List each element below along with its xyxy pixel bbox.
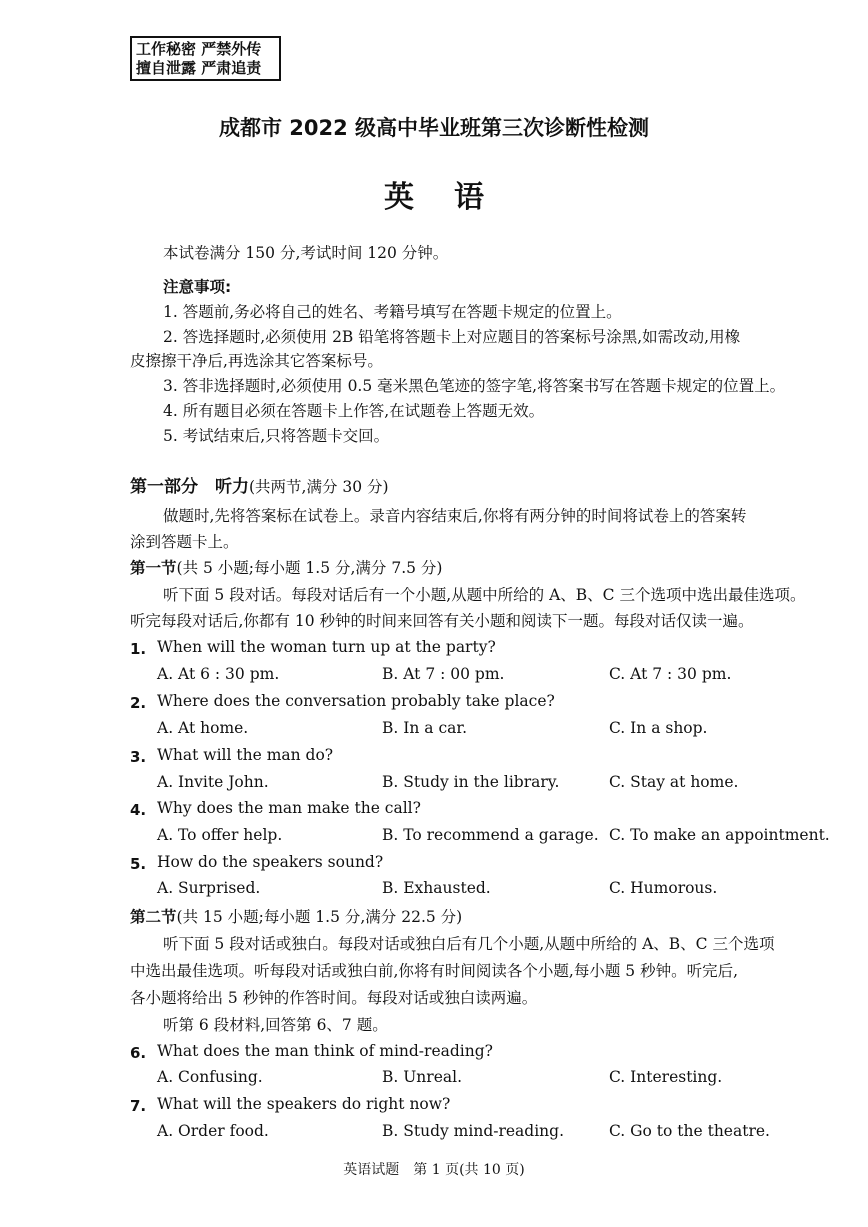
- confidential-stamp: [130, 36, 281, 81]
- option-c: C. Interesting.: [609, 1068, 723, 1086]
- option-c: C. Humorous.: [609, 879, 718, 897]
- section2-heading: [130, 906, 462, 928]
- part1-instructions-cont: 涂到答题卡上。: [130, 533, 239, 551]
- question-number: 4.: [130, 801, 147, 819]
- note-item-5: 5. 考试结束后,只将答题卡交回。: [163, 427, 390, 445]
- option-b: B. In a car.: [382, 719, 468, 737]
- section1-instructions-cont: 听完每段对话后,你都有 10 秒钟的时间来回答有关小题和阅读下一题。每段对话仅读一遍。: [130, 612, 754, 630]
- question-text: What does the man think of mind-reading?: [157, 1042, 493, 1060]
- section1-title-extra: (共 5 小题;每小题 1.5 分,满分 7.5 分): [176, 559, 443, 577]
- question-text: What will the speakers do right now?: [157, 1095, 451, 1113]
- option-b: B. Study mind-reading.: [382, 1122, 565, 1140]
- notes-heading: 注意事项:: [163, 278, 232, 296]
- exam-intro: 本试卷满分 150 分,考试时间 120 分钟。: [163, 244, 449, 262]
- option-c: C. In a shop.: [609, 719, 708, 737]
- option-a: A. Order food.: [157, 1122, 269, 1140]
- option-c: C. To make an appointment.: [609, 826, 830, 844]
- question-number: 5.: [130, 855, 147, 873]
- option-b: B. To recommend a garage.: [382, 826, 599, 844]
- note-item-2: 2. 答选择题时,必须使用 2B 铅笔将答题卡上对应题目的答案标号涂黑,如需改动,用橡: [163, 328, 741, 346]
- part1-title-extra: (共两节,满分 30 分): [249, 478, 389, 496]
- option-a: A. At 6 : 30 pm.: [157, 665, 280, 683]
- question-number: 7.: [130, 1097, 147, 1115]
- part1-instructions: 做题时,先将答案标在试卷上。录音内容结束后,你将有两分钟的时间将试卷上的答案转: [163, 507, 747, 525]
- question-number: 6.: [130, 1044, 147, 1062]
- option-a: A. Confusing.: [157, 1068, 263, 1086]
- option-c: C. Go to the theatre.: [609, 1122, 770, 1140]
- section1-heading: [130, 557, 442, 579]
- subject-title: 英语: [384, 180, 524, 215]
- section2-instructions-cont-2: 各小题将给出 5 秒钟的作答时间。每段对话或独白读两遍。: [130, 989, 538, 1007]
- section2-instructions: 听下面 5 段对话或独白。每段对话或独白后有几个小题,从题中所给的 A、B、C 三个选项: [163, 935, 775, 953]
- section1-title: 第一节: [130, 559, 177, 577]
- question-number: 1.: [130, 640, 147, 658]
- note-item-2-cont: 皮擦擦干净后,再选涂其它答案标号。: [130, 352, 383, 370]
- question-text: When will the woman turn up at the party?: [157, 638, 496, 656]
- option-b: B. Study in the library.: [382, 773, 560, 791]
- option-a: A. Surprised.: [157, 879, 261, 897]
- section2-instructions-cont: 中选出最佳选项。听每段对话或独白前,你将有时间阅读各个小题,每小题 5 秒钟。听完后,: [130, 962, 738, 980]
- note-item-3: 3. 答非选择题时,必须使用 0.5 毫米黑色笔迹的签字笔,将答案书写在答题卡规定的位置上。: [163, 377, 786, 395]
- option-a: A. Invite John.: [157, 773, 269, 791]
- option-a: A. At home.: [157, 719, 249, 737]
- question-text: How do the speakers sound?: [157, 853, 384, 871]
- section2-title-extra: (共 15 小题;每小题 1.5 分,满分 22.5 分): [176, 908, 463, 926]
- note-item-1: 1. 答题前,务必将自己的姓名、考籍号填写在答题卡规定的位置上。: [163, 303, 622, 321]
- section2-material: 听第 6 段材料,回答第 6、7 题。: [163, 1016, 388, 1034]
- section2-title: 第二节: [130, 908, 177, 926]
- question-text: Why does the man make the call?: [157, 799, 421, 817]
- option-c: C. Stay at home.: [609, 773, 739, 791]
- page-footer: 英语试题 第 1 页(共 10 页): [343, 1162, 525, 1178]
- question-number: 3.: [130, 748, 147, 766]
- question-number: 2.: [130, 694, 147, 712]
- option-b: B. At 7 : 00 pm.: [382, 665, 505, 683]
- option-b: B. Unreal.: [382, 1068, 462, 1086]
- stamp-line-1: 工作秘密 严禁外传: [136, 40, 262, 58]
- question-text: What will the man do?: [157, 746, 334, 764]
- option-c: C. At 7 : 30 pm.: [609, 665, 732, 683]
- question-text: Where does the conversation probably take place?: [157, 692, 555, 710]
- exam-title: 成都市 2022 级高中毕业班第三次诊断性检测: [218, 116, 650, 140]
- section1-instructions: 听下面 5 段对话。每段对话后有一个小题,从题中所给的 A、B、C 三个选项中选出最佳选项。: [163, 586, 806, 604]
- stamp-line-2: 擅自泄露 严肃追责: [136, 59, 262, 77]
- note-item-4: 4. 所有题目必须在答题卡上作答,在试题卷上答题无效。: [163, 402, 545, 420]
- part1-heading: [130, 476, 389, 498]
- option-b: B. Exhausted.: [382, 879, 491, 897]
- option-a: A. To offer help.: [157, 826, 283, 844]
- part1-title: 第一部分 听力: [130, 477, 249, 497]
